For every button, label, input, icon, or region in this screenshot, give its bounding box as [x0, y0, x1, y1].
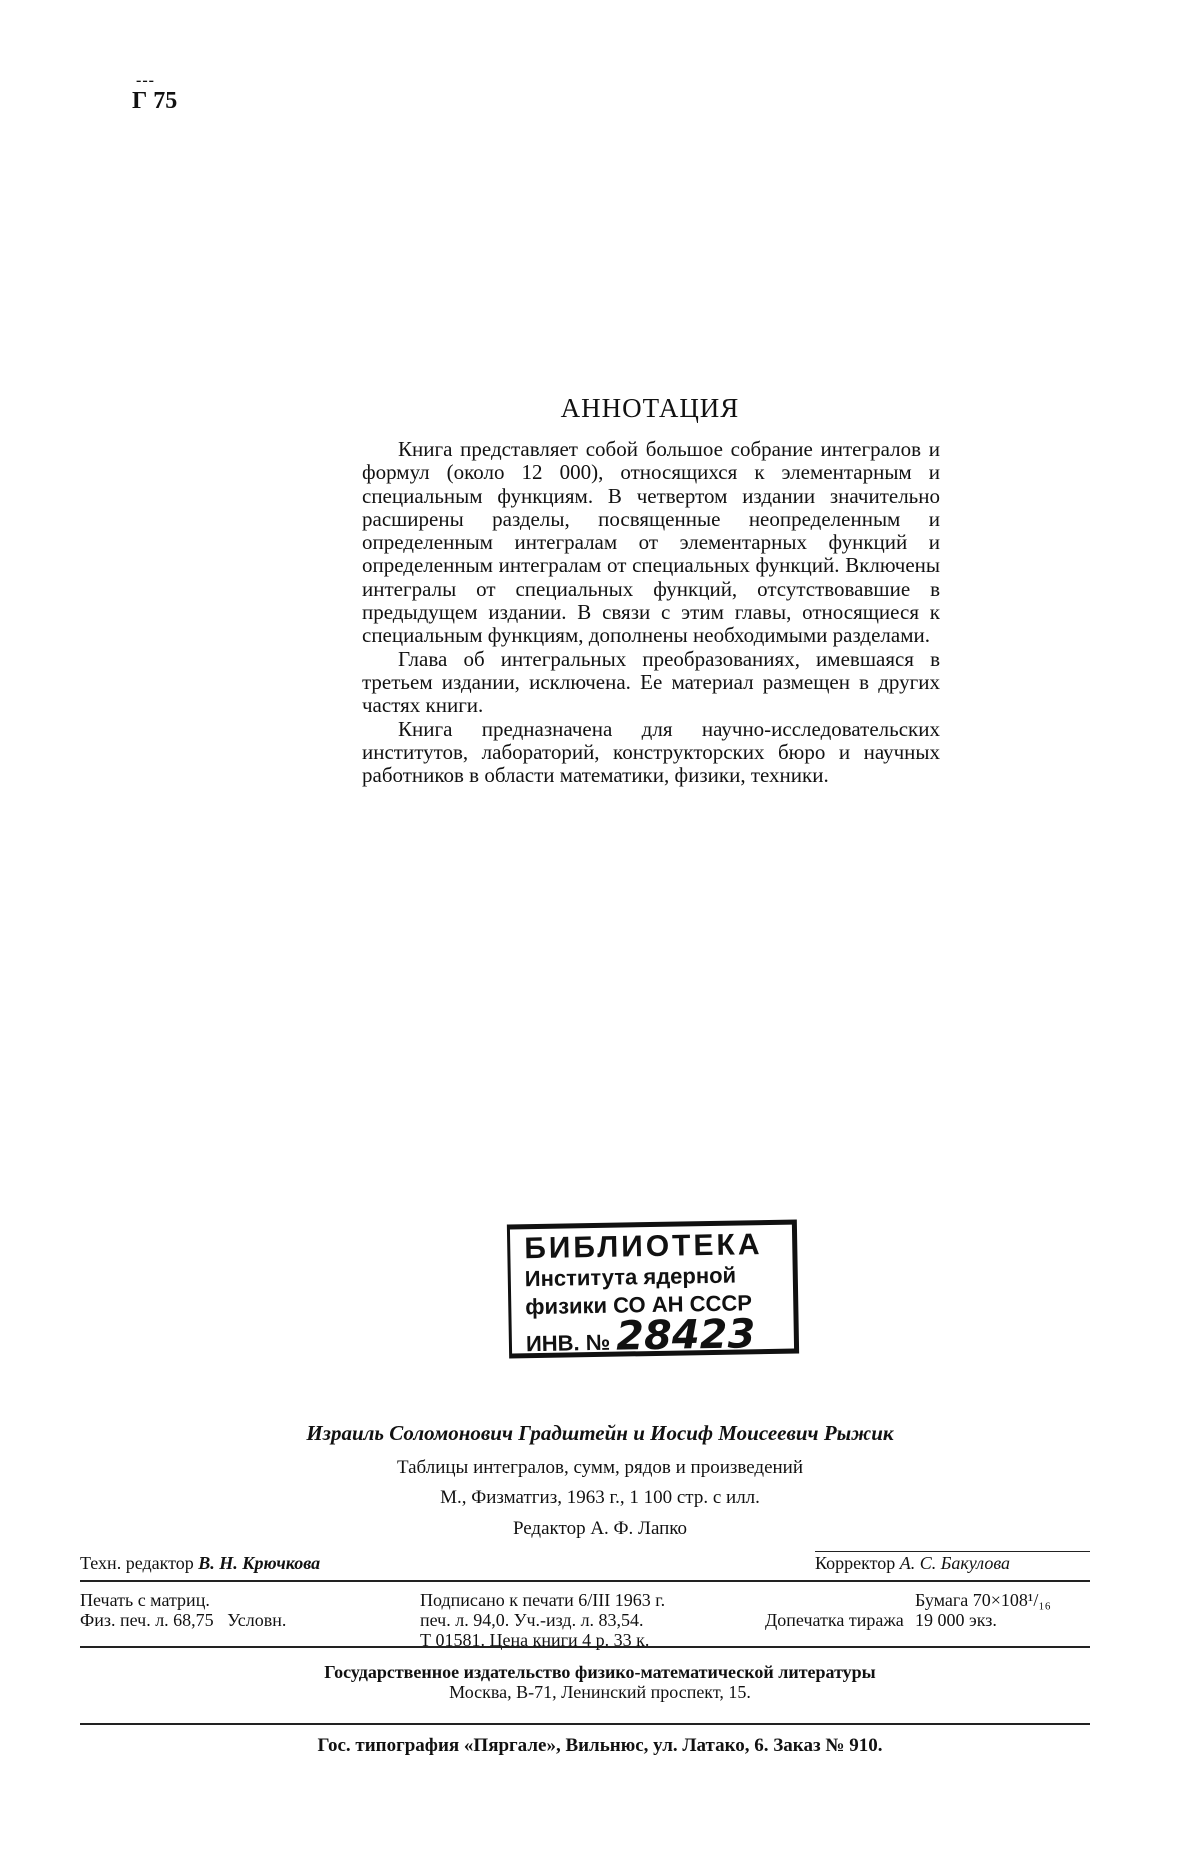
- corrector-underline: [815, 1551, 1090, 1552]
- stamp-line-4: [525, 1311, 795, 1362]
- authors: Израиль Соломонович Градштейн и Иосиф Моисеевич Рыжик: [306, 1421, 894, 1445]
- stamp-line-1: БИБЛИОТЕКА: [523, 1228, 763, 1266]
- divider-rule: [80, 1646, 1090, 1648]
- tech-editor: Техн. редактор В. Н. Крючкова: [80, 1553, 321, 1573]
- imprint: М., Физматгиз, 1963 г., 1 100 стр. с илл.: [440, 1487, 760, 1508]
- annotation-paragraph-3: Книга предназначена для научно-исследовательских институтов, лабораторий, конструкторских бюро и научных работников в области математики, физики, техники.: [362, 716, 940, 788]
- dash-mark: ---: [136, 72, 155, 89]
- library-stamp: [507, 1219, 799, 1358]
- annotation-text: [362, 438, 940, 787]
- print-details-left: Печать с матриц. Физ. печ. л. 68,75 Условн.: [80, 1590, 287, 1630]
- divider-rule: [80, 1723, 1090, 1725]
- editor: Редактор А. Ф. Лапко: [512, 1518, 688, 1539]
- annotation-paragraph-1: Книга представляет собой большое собрание интегралов и формул (около 12 000), относящихся к элементарным и специальным функциям. В четвертом издании значительно расширены разделы, посвященные неопределенным и определенным интегралам от элементарных функций и определенным интегралам от специальных функций. Включены интегралы от специальных функций, отсутствовавшие в предыдущем издании. В связи с этим главы, относящиеся к специальным функциям, дополнены необходимыми разделами.: [362, 437, 940, 648]
- divider-rule: [80, 1580, 1090, 1582]
- print-details-right: Бумага 70×108¹/₁₆ 19 000 экз.: [915, 1590, 1051, 1630]
- annotation-paragraph-2: Глава об интегральных преобразованиях, имевшаяся в третьем издании, исключена. Ее материал размещен в других частях книги.: [362, 646, 940, 718]
- publisher-address: Москва, В-71, Ленинский проспект, 15.: [449, 1682, 751, 1702]
- printing-house: Гос. типография «Пяргале», Вильнюс, ул. Латако, 6. Заказ № 910.: [317, 1735, 883, 1756]
- stamp-inventory-number: 28423: [615, 1311, 756, 1360]
- stamp-line-2: Института ядерной: [524, 1262, 737, 1292]
- corrector: Корректор А. С. Бакулова: [815, 1553, 1011, 1573]
- book-title: Таблицы интегралов, сумм, рядов и произведений: [396, 1457, 804, 1478]
- publisher: Государственное издательство физико-математической литературы Москва, В-71, Ленинский проспект, 15.: [200, 1662, 1000, 1702]
- annotation-title: АННОТАЦИЯ: [560, 393, 740, 423]
- print-reprint: Допечатка тиража: [765, 1610, 904, 1630]
- print-details-middle: Подписано к печати 6/III 1963 г. печ. л. 94,0. Уч.-изд. л. 83,54. Т 01581. Цена книги 4 р. 33 к.: [420, 1590, 666, 1650]
- stamp-inv-label: ИНВ. №: [525, 1329, 611, 1357]
- stamp-line-3: физики СО АН СССР: [525, 1290, 753, 1320]
- catalog-code: --- Г 75: [132, 72, 178, 114]
